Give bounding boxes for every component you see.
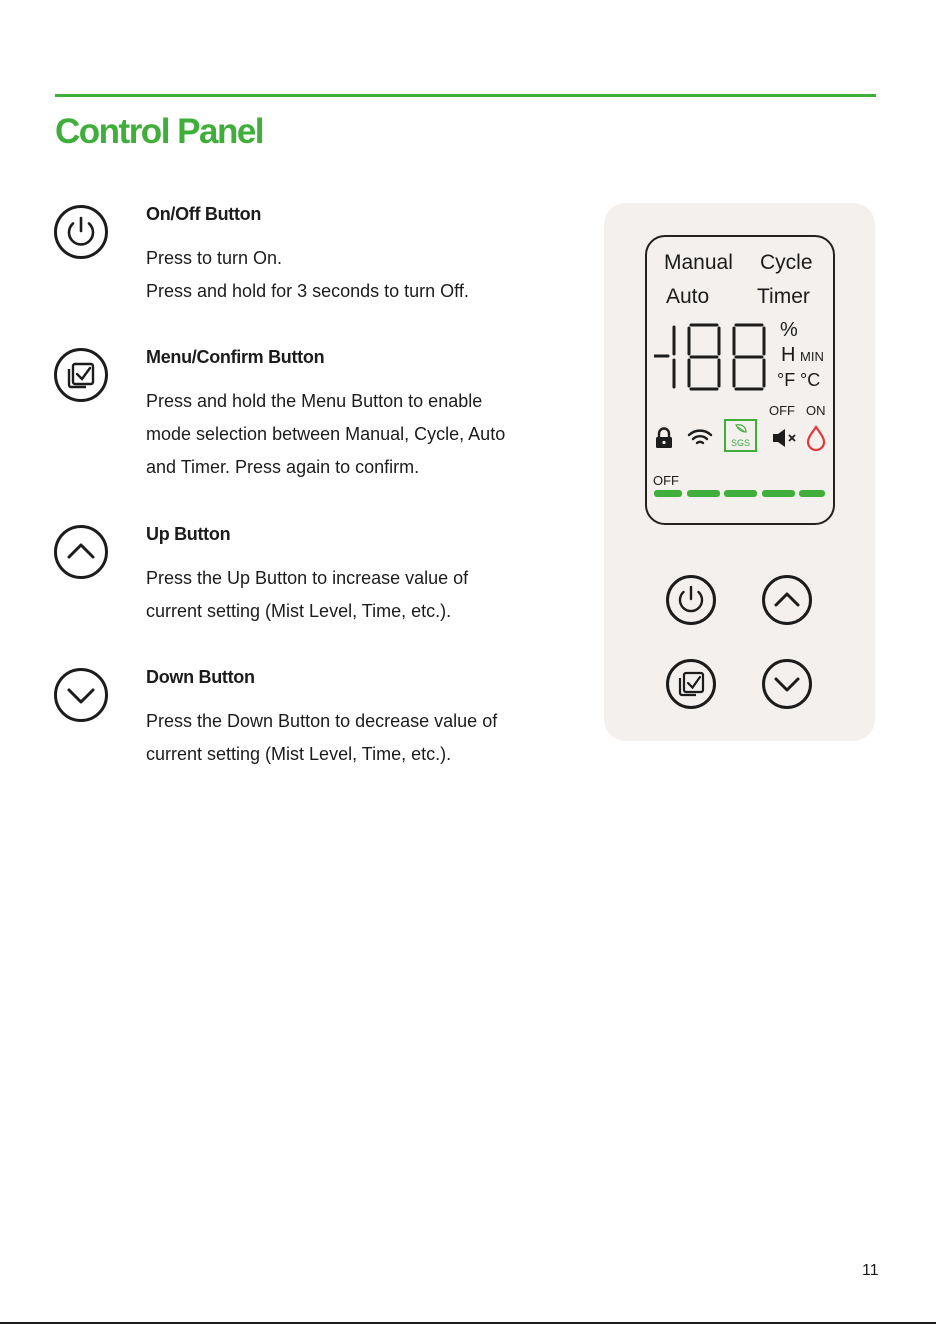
mist-level-bar	[762, 490, 795, 497]
sgs-badge	[724, 419, 757, 452]
item-description	[146, 242, 566, 308]
panel-menu-button	[665, 658, 717, 710]
mist-level-bar	[724, 490, 757, 497]
lcd-display	[645, 235, 835, 525]
desc-line: and Timer. Press again to confirm.	[146, 457, 420, 477]
page-title: Control Panel	[55, 112, 264, 151]
mode-timer: Timer	[757, 285, 810, 308]
item-description	[146, 385, 566, 484]
sgs-leaf-icon	[735, 423, 748, 435]
level-off-label: OFF	[653, 473, 679, 488]
mode-cycle: Cycle	[760, 251, 813, 274]
mist-level-bar	[687, 490, 720, 497]
celsius-indicator: °C	[800, 370, 821, 390]
item-heading: On/Off Button	[146, 204, 262, 224]
item-description	[146, 562, 566, 628]
item-heading: Up Button	[146, 524, 231, 544]
panel-power-button	[665, 574, 717, 626]
desc-line: current setting (Mist Level, Time, etc.).	[146, 601, 452, 621]
wifi-icon	[687, 429, 713, 447]
desc-line: Press to turn On.	[146, 248, 283, 268]
item-description	[146, 705, 566, 771]
sound-off-label: OFF	[769, 403, 795, 418]
desc-line: mode selection between Manual, Cycle, Auto	[146, 424, 506, 444]
page-number: 11	[862, 1262, 879, 1279]
title-rule	[55, 94, 876, 97]
panel-up-button	[761, 574, 813, 626]
mode-auto: Auto	[666, 285, 710, 308]
chevron-down-icon	[53, 667, 109, 723]
panel-down-button	[761, 658, 813, 710]
mode-manual: Manual	[664, 251, 733, 274]
sound-on-label: ON	[806, 403, 826, 418]
water-drop-icon	[806, 425, 826, 451]
desc-line: Press the Up Button to increase value of	[146, 568, 469, 588]
item-heading: Down Button	[146, 667, 255, 687]
desc-line: Press and hold the Menu Button to enable	[146, 391, 483, 411]
percent-indicator: %	[780, 319, 798, 341]
min-indicator: MIN	[800, 349, 824, 364]
hour-indicator: H	[781, 344, 796, 366]
desc-line: Press and hold for 3 seconds to turn Off.	[146, 281, 469, 301]
chevron-up-icon	[53, 524, 109, 580]
menu-confirm-icon	[53, 347, 109, 403]
control-panel-illustration	[604, 203, 875, 741]
desc-line: current setting (Mist Level, Time, etc.).	[146, 744, 452, 764]
desc-line: Press the Down Button to decrease value of	[146, 711, 498, 731]
power-icon	[53, 204, 109, 260]
mist-level-bar	[654, 490, 682, 497]
mute-icon	[771, 428, 797, 448]
sgs-label: SGS	[730, 438, 750, 448]
item-heading: Menu/Confirm Button	[146, 347, 325, 367]
mist-level-bar	[799, 490, 825, 497]
fahrenheit-indicator: °F	[777, 370, 796, 390]
lock-icon	[654, 427, 674, 449]
segment-digits	[654, 323, 776, 393]
